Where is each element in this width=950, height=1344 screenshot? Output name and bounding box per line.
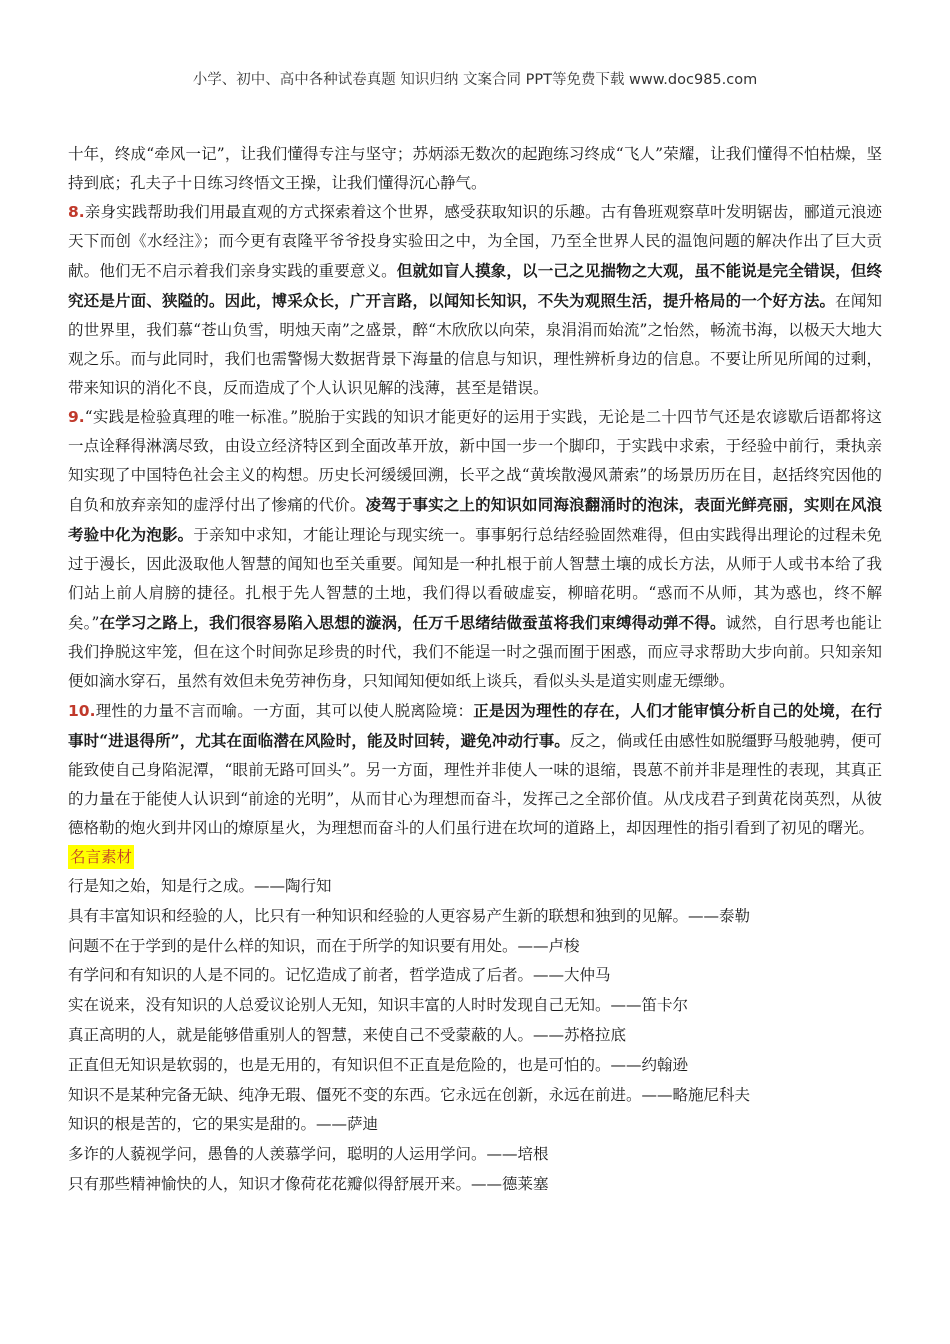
quote-line: 知识不是某种完备无缺、纯净无瑕、僵死不变的东西。它永远在创新，永远在前进。——略施尼科夫 [68,1085,751,1104]
paragraph-8 [68,198,882,403]
paragraph-text: 诚然，自行思考也能让我们挣脱这牢笼，但在这个时间弥足珍贵的时代，我们不能逞一时之强而囿于困惑，而应寻求帮助大步向前。只知亲知便如滴水穿石，虽然有效但未免劳神伤身，只知闻知便如纸上谈兵，看似头头是道实则虚无缥缈。 [68,614,882,690]
paragraph-text: “实践是检验真理的唯一标准。”脱胎于实践的知识才能更好的运用于实践，无论是二十四节气还是农谚歇后语都将这一点诠释得淋漓尽致，由设立经济特区到全面改革开放，新中国一步一个脚印，于实践中求索，于经验中前行，秉执亲知实现了中国特色社会主义的构想。历史长河缓缓回溯，长平之战“黄埃散漫风萧索”的场景历历在目，赵括终究因他的自负和放弃亲知的虚浮付出了惨痛的代价。 [68,408,882,514]
paragraph-text: 理性的力量不言而喻。一方面，其可以使人脱离险境： [95,702,474,720]
section-title: 名言素材 [68,845,134,869]
paragraph-number: 9. [68,408,85,426]
paragraph-9 [68,403,882,696]
quote-line: 实在说来，没有知识的人总爱议论别人无知，知识丰富的人时时发现自己无知。——笛卡尔 [68,996,689,1015]
quote-line: 具有丰富知识和经验的人，比只有一种知识和经验的人更容易产生新的联想和独到的见解。——泰勒 [68,906,751,925]
paragraph-text: 反之，倘或任由感性如脱缰野马般驰骋，便可能致使自己身陷泥潭，“眼前无路可回头”。另一方面，理性并非使人一味的退缩，畏葸不前并非是理性的表现，其真正的力量在于能使人认识到“前途的光明”，从而甘心为理想而奋斗，发挥己之全部价值。从戊戌君子到黄花岗英烈，从彼德格勒的炮火到井冈山的燎原星火，为理想而奋斗的人们虽行进在坎坷的道路上，却因理性的指引看到了初见的曙光。 [68,732,882,837]
paragraph-number: 8. [68,203,85,221]
paragraph-text: 亲身实践帮助我们用最直观的方式探索着这个世界，感受获取知识的乐趣。古有鲁班观察草叶发明锯齿，郦道元浪迹天下而创《水经注》；而今更有袁隆平爷爷投身实验田之中，为全国，乃至全世界人民的温饱问题的解决作出了巨大贡献。他们无不启示着我们亲身实践的重要意义。 [68,203,882,280]
quote-line: 多诈的人藐视学问，愚鲁的人羡慕学问，聪明的人运用学问。——培根 [68,1145,549,1164]
paragraph-10 [68,696,882,843]
paragraph-bold-text: 在学习之路上，我们很容易陷入思想的漩涡，任万千思绪结做蚕茧将我们束缚得动弹不得。 [99,613,726,632]
paragraph-bold-text: 但就如盲人摸象，以一己之见揣物之大观，虽不能说是完全错误，但终究还是片面、狭隘的。因此，博采众长，广开言路，以闻知长知识，不失为观照生活，提升格局的一个好方法。 [68,261,882,310]
paragraph-bold-text: 凌驾于事实之上的知识如同海浪翻涌时的泡沫，表面光鲜亮丽，实则在风浪考验中化为泡影。 [68,495,882,544]
quote-line: 有学问和有知识的人是不同的。记忆造成了前者，哲学造成了后者。——大仲马 [68,966,611,985]
quote-line: 知识的根是苦的，它的果实是甜的。——萨迪 [68,1115,379,1134]
paragraph-text: 于亲知中求知，才能让理论与现实统一。事事躬行总结经验固然难得，但由实践得出理论的过程未免过于漫长，因此汲取他人智慧的闻知也至关重要。闻知是一种扎根于前人智慧土壤的成长方法，从师于人或书本给了我们站上前人肩膀的捷径。扎根于先人智慧的土地，我们得以看破虚妄，柳暗花明。“惑而不从师，其为惑也，终不解矣。” [68,526,882,632]
paragraph-bold-text: 正是因为理性的存在，人们才能审慎分析自己的处境，在行事时“进退得所”，尤其在面临潜在风险时，能及时回转，避免冲动行事。 [68,701,882,750]
section-heading-row [68,843,882,872]
page-header: 小学、初中、高中各种试卷真题 知识归纳 文案合同 PPT等免费下载 www.doc985.com [192,72,758,88]
paragraph-7-end [68,140,882,198]
quote-line: 只有那些精神愉快的人，知识才像荷花花瓣似得舒展开来。——德莱塞 [68,1174,549,1193]
quote-line: 行是知之始，知是行之成。——陶行知 [68,877,332,895]
paragraph-text: 十年，终成“牵风一记”，让我们懂得专注与坚守；苏炳添无数次的起跑练习终成“飞人”荣耀，让我们懂得不怕枯燥，坚持到底；孔夫子十日练习终悟文王操，让我们懂得沉心静气。 [68,145,882,192]
quote-line: 问题不在于学到的是什么样的知识，而在于所学的知识要有用处。——卢梭 [68,936,580,955]
document-body [68,140,882,1200]
paragraph-text: 在闻知的世界里，我们慕“苍山负雪，明烛天南”之盛景，醉“木欣欣以向荣，泉涓涓而始流”之怡然，畅流书海，以极天大地大观之乐。而与此同时，我们也需警惕大数据背景下海量的信息与知识，理性辨析身边的信息。不要让所见所闻的过剩，带来知识的消化不良，反而造成了个人认识见解的浅薄，甚至是错误。 [68,292,882,397]
paragraph-number: 10. [68,702,96,720]
quote-line: 真正高明的人，就是能够借重别人的智慧，来使自己不受蒙蔽的人。——苏格拉底 [68,1025,627,1044]
quote-line: 正直但无知识是软弱的，也是无用的，有知识但不正直是危险的，也是可怕的。——约翰逊 [68,1055,689,1074]
